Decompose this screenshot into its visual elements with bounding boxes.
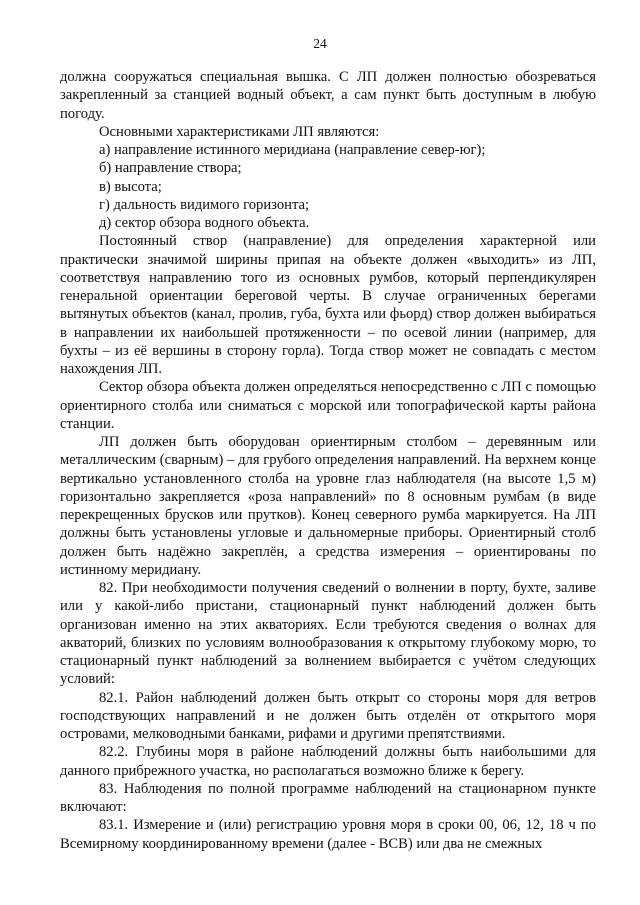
page-body	[60, 68, 596, 853]
paragraph-intro: должна сооружаться специальная вышка. С ЛП должен полностью обозреваться закрепленный за станцией водный объект, а сам пункт быть доступным в любую погоду.	[60, 69, 596, 122]
paragraph-82-2: 82.2. Глубины моря в районе наблюдений должны быть наибольшими для данного прибрежного участка, но располагаться возможно ближе к берегу.	[60, 744, 596, 779]
characteristics-list	[60, 141, 596, 232]
page-number: 24	[313, 36, 327, 51]
paragraph-orientation-post: ЛП должен быть оборудован ориентирным столбом – деревянным или металлическим (сварным) – для грубого определения направлений. На верхнем конце вертикально установленного столба на уровне глаз наблюдателя (на высоте 1,5 м) горизонтально закрепляется «роза направлений» по 8 основным румбам (в виде перекрещенных брусков или прутков). Конец северного румба маркируется. На ЛП должны быть установлены угловые и дальномерные приборы. Ориентирный столб должен быть надёжно закреплён, а средства измерения – ориентированы по истинному меридиану.	[60, 434, 596, 578]
list-item: г) дальность видимого горизонта;	[99, 196, 310, 213]
paragraph-view-sector: Сектор обзора объекта должен определяться непосредственно с ЛП с помощью ориентирного столба или сниматься с морской или топографической карты района станции.	[60, 379, 596, 432]
list-item: в) высота;	[99, 178, 162, 195]
list-item: а) направление истинного меридиана (направление север-юг);	[99, 142, 486, 158]
paragraph-83-1: 83.1. Измерение и (или) регистрацию уровня моря в сроки 00, 06, 12, 18 ч по Всемирному координированному времени (далее - ВСВ) или два не смежных	[60, 817, 596, 852]
paragraph-permanent-line: Постоянный створ (направление) для определения характерной или практически значимой ширины припая на объекте должен «выходить» из ЛП, соответствуя направлению того из основных румбов, который перпендикулярен генеральной ориентации береговой черты. В случае ограниченных берегами вытянутых объектов (канал, пролив, губа, бухта или фьорд) створ должен выбираться в направлении их наибольшей протяженности – по осевой линии (например, для бухты – из её вершины в сторону горла). Тогда створ может не совпадать с местом нахождения ЛП.	[60, 233, 596, 377]
paragraph-82-1: 82.1. Район наблюдений должен быть открыт со стороны моря для ветров господствующих направлений и не должен быть отделён от открытого моря островами, мелководными банками, рифами и другими препятствиями.	[60, 689, 596, 742]
list-item: д) сектор обзора водного объекта.	[99, 215, 310, 231]
list-item: б) направление створа;	[99, 160, 242, 177]
paragraph-83: 83. Наблюдения по полной программе наблюдений на стационарном пункте включают:	[60, 780, 596, 815]
paragraph-characteristics-heading: Основными характеристиками ЛП являются:	[99, 123, 380, 140]
paragraph-82: 82. При необходимости получения сведений о волнении в порту, бухте, заливе или у какой-либо пристани, стационарный пункт наблюдений должен быть организован именно на этих акваториях. Если требуются сведения о волнах для акваторий, близких по условиям волнообразования к открытому глубокому морю, то стационарный пункт наблюдений за волнением выбирается с учётом следующих условий:	[60, 580, 596, 688]
